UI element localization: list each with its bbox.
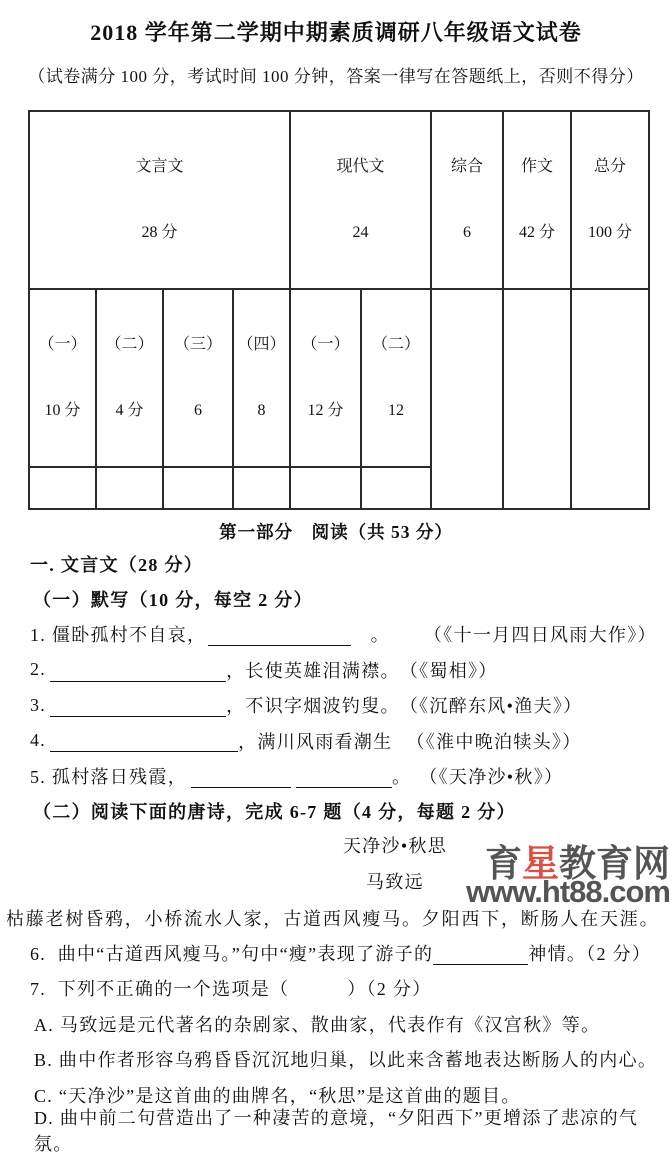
answer-blank [433, 945, 528, 965]
cell-blank-composition [503, 289, 571, 509]
cell-sub-1 [29, 289, 96, 467]
answer-blank [50, 697, 226, 717]
cell-sub-5 [290, 289, 361, 467]
dictation-item-1 [0, 617, 672, 652]
cell-modern-chinese [290, 111, 431, 289]
question-text: ，不识字烟波钓叟。 [226, 696, 400, 717]
cell-composition [503, 111, 571, 289]
option-b [0, 1041, 672, 1076]
cell-score: 6 [194, 402, 202, 419]
cell-empty [96, 467, 163, 509]
option-text: C. “天净沙”是这首曲的曲牌名，“秋思”是这首曲的题目。 [34, 1085, 521, 1106]
cell-label: 综合 [450, 158, 483, 175]
option-text: A. 马致远是元代著名的杂剧家、散曲家，代表作有《汉宫秋》等。 [34, 1014, 601, 1035]
question-text: 。 [351, 625, 390, 646]
cell-label: （一） [301, 336, 350, 353]
question-text: ，满川风雨看潮生 [238, 731, 393, 752]
question-text: 6. 曲中“古道西风瘦马。”句中“瘦”表现了游子的 [30, 943, 434, 964]
table-subsection-row [29, 289, 649, 467]
question-text: 。 [392, 767, 412, 788]
score-summary-table [28, 110, 650, 510]
poem-title: 天净沙•秋思 [342, 836, 448, 857]
section1-heading-text: 一. 文言文（28 分） [30, 554, 204, 575]
cell-score: 4 分 [115, 402, 144, 419]
cell-label: （二） [105, 336, 154, 353]
question-text: 3. [30, 694, 47, 715]
cell-sub-3 [163, 289, 233, 467]
dictation-heading-text: （一）默写（10 分，每空 2 分） [33, 590, 313, 611]
cell-label: （三） [173, 336, 222, 353]
cell-sub-2 [96, 289, 163, 467]
dictation-item-3 [0, 688, 672, 723]
option-text: B. 曲中作者形容乌鸦昏昏沉沉地归巢，以此来含蓄地表达断肠人的内心。 [34, 1050, 658, 1071]
cell-score: 100 分 [587, 224, 632, 241]
answer-blank [296, 768, 392, 788]
cell-score: 42 分 [518, 224, 555, 241]
cell-empty [163, 467, 233, 509]
cell-comprehensive [431, 111, 503, 289]
poem-text-content: 枯藤老树昏鸦，小桥流水人家，古道西风瘦马。夕阳西下，断肠人在天涯。 [6, 908, 660, 929]
poem-author: 马致远 [366, 871, 424, 892]
dictation-item-5 [0, 758, 672, 793]
cell-empty [233, 467, 290, 509]
source-citation: （《沉醉东风•渔夫》） [399, 696, 583, 717]
cell-score: 12 分 [307, 402, 344, 419]
option-text: D. 曲中前二句营造出了一种凄苦的意境，“夕阳西下”更增添了悲凉的气氛。 [34, 1107, 639, 1154]
source-citation: （《十一月四日风雨大作》） [423, 625, 657, 646]
watermark-char-xing: 星 [522, 843, 559, 884]
question-text: 7. 下列不正确的一个选项是（ ）（2 分） [30, 979, 432, 1000]
cell-blank-total [571, 289, 649, 509]
answer-blank [208, 626, 351, 646]
watermark-url: www.ht88.com [466, 874, 670, 909]
answer-blank [50, 662, 226, 682]
dictation-heading [0, 581, 672, 616]
source-citation: （《淮中晚泊犊头》） [406, 731, 582, 752]
section1-heading [0, 546, 672, 581]
cell-score: 10 分 [44, 402, 81, 419]
cell-score: 24 [352, 224, 369, 241]
cell-empty [290, 467, 361, 509]
cell-label: （二） [371, 336, 420, 353]
option-a [0, 1006, 672, 1041]
option-d [0, 1107, 672, 1154]
cell-score: 28 分 [141, 224, 178, 241]
table-header-row [29, 111, 649, 289]
cell-empty [29, 467, 96, 509]
answer-blank [50, 732, 238, 752]
part1-heading: 第一部分 阅读（共 53 分） [219, 522, 453, 542]
page-title: 2018 学年第二学期中期素质调研八年级语文试卷 [90, 20, 582, 45]
cell-empty [361, 467, 431, 509]
cell-label: 现代文 [336, 158, 385, 175]
cell-label: 总分 [593, 158, 626, 175]
poem-section-heading [0, 794, 672, 829]
source-citation: （《蜀相》） [399, 660, 498, 681]
cell-classical-chinese [29, 111, 290, 289]
cell-score: 6 [463, 224, 471, 241]
watermark-chars-jiaoyuwang: 教育网 [559, 843, 670, 884]
exam-paper-page [0, 16, 672, 1154]
question-text: 4. [30, 730, 47, 751]
cell-score: 12 [388, 402, 404, 419]
cell-label: （一） [38, 336, 87, 353]
cell-blank-comprehensive [431, 289, 503, 509]
cell-label: 作文 [520, 158, 553, 175]
dictation-item-2 [0, 652, 672, 687]
answer-blank [191, 768, 291, 788]
cell-label: 文言文 [135, 158, 184, 175]
dictation-item-4 [0, 723, 672, 758]
source-citation: （《天净沙•秋》） [419, 767, 564, 788]
question-text: 1. 僵卧孤村不自哀， [30, 625, 207, 646]
question-text: ，长使英雄泪满襟。 [226, 660, 400, 681]
question-text: 5. 孤村落日残霞， [30, 767, 187, 788]
question-6 [0, 935, 672, 970]
cell-label: （四） [237, 336, 286, 353]
question-7 [0, 971, 672, 1006]
exam-instructions: （试卷满分 100 分，考试时间 100 分钟，答案一律写在答题纸上，否则不得分） [28, 67, 644, 86]
cell-total-score [571, 111, 649, 289]
cell-sub-6 [361, 289, 431, 467]
poem-text [0, 900, 672, 935]
cell-sub-4 [233, 289, 290, 467]
poem-section-heading-text: （二）阅读下面的唐诗，完成 6-7 题（4 分，每题 2 分） [33, 802, 516, 823]
cell-score: 8 [257, 402, 266, 419]
question-text: 神情。（2 分） [528, 943, 652, 964]
watermark-char-yu: 育 [485, 843, 522, 884]
question-text: 2. [30, 659, 47, 680]
